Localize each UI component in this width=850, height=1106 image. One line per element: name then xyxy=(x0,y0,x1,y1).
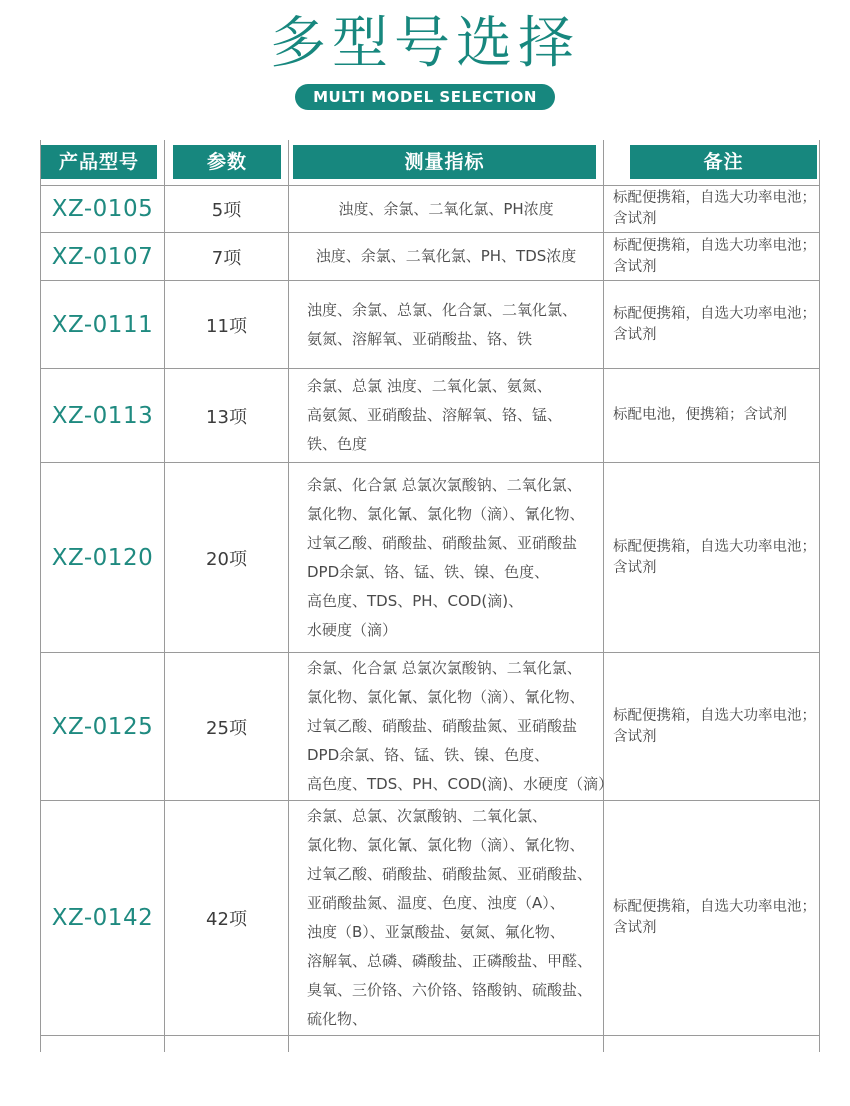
measure-line: 臭氧、三价铬、六价铬、铬酸钠、硫酸盐、 xyxy=(307,981,593,999)
measure-cell xyxy=(289,369,604,462)
measure-line: 铁、色度 xyxy=(307,435,368,453)
measure-line: 高色度、TDS、PH、COD(滴)、 xyxy=(307,591,524,610)
measure-line: 余氯、总氯、次氯酸钠、二氧化氯、 xyxy=(307,807,548,825)
measure-line: 氯化物、氯化氰、氯化物（滴）、氰化物、 xyxy=(307,688,585,706)
measure-line: 氯化物、氯化氰、氯化物（滴）、氰化物、 xyxy=(307,504,585,523)
header-label-params: 参数 xyxy=(173,145,281,179)
measure-cell xyxy=(289,233,604,280)
table-body xyxy=(40,185,820,1035)
measure-line: DPD余氯、铬、锰、铁、镍、色度、 xyxy=(307,562,550,581)
table-row xyxy=(40,368,820,462)
page-title: 多型号选择 xyxy=(270,11,580,76)
measure-line: 氯化物、氯化氰、氯化物（滴）、氰化物、 xyxy=(307,836,585,854)
remark-cell: 标配便携箱，自选大功率电池；含试剂 xyxy=(613,237,816,275)
table-row xyxy=(40,800,820,1035)
measure-line: 亚硝酸盐氮、温度、色度、浊度（A）、 xyxy=(307,894,565,912)
model-cell: XZ-0113 xyxy=(41,369,165,462)
model-cell: XZ-0120 xyxy=(41,463,165,652)
measure-cell xyxy=(289,1036,604,1052)
measure-line: 高色度、TDS、PH、COD(滴)、水硬度（滴） xyxy=(307,775,614,793)
measure-line: DPD余氯、铬、锰、铁、镍、色度、 xyxy=(307,746,550,764)
remark-cell: 标配便携箱，自选大功率电池；含试剂 xyxy=(613,538,816,576)
measure-line: 过氧乙酸、硝酸盐、硝酸盐氮、亚硝酸盐 xyxy=(307,533,578,552)
measure-line: 高氨氮、亚硝酸盐、溶解氧、铬、锰、 xyxy=(307,406,563,424)
params-cell: 25项 xyxy=(165,653,289,800)
header-cell-measure xyxy=(289,140,604,185)
measure-cell xyxy=(289,653,614,800)
header-label-measure: 测量指标 xyxy=(293,145,596,179)
table-row xyxy=(40,280,820,368)
table-row-empty xyxy=(40,1035,820,1052)
subtitle-pill: MULTI MODEL SELECTION xyxy=(295,84,555,110)
measure-line: 溶解氧、总磷、磷酸盐、正磷酸盐、甲醛、 xyxy=(307,952,593,970)
measure-cell xyxy=(289,186,604,232)
measure-line: 硫化物、 xyxy=(307,1010,368,1028)
models-table xyxy=(40,140,820,1052)
table-row xyxy=(40,185,820,232)
model-cell: XZ-0125 xyxy=(41,653,165,800)
model-cell: XZ-0107 xyxy=(41,233,165,280)
measure-line: 余氯、化合氯 总氯次氯酸钠、二氧化氯、 xyxy=(307,659,582,677)
params-cell: 42项 xyxy=(165,801,289,1035)
remark-cell: 标配便携箱，自选大功率电池；含试剂 xyxy=(613,707,816,745)
header-label-product-model: 产品型号 xyxy=(41,145,157,179)
table-row xyxy=(40,652,820,800)
params-cell: 20项 xyxy=(165,463,289,652)
measure-cell xyxy=(289,463,604,652)
header-cell-remark xyxy=(604,140,819,185)
params-cell: 11项 xyxy=(165,281,289,368)
header-cell-params xyxy=(165,140,289,185)
measure-line: 余氯、化合氯 总氯次氯酸钠、二氧化氯、 xyxy=(307,475,582,494)
model-cell xyxy=(41,1036,165,1052)
header-cell-product-model xyxy=(41,140,165,185)
measure-line: 浊度（B）、亚氯酸盐、氨氮、氟化物、 xyxy=(307,923,565,941)
measure-line: 水硬度（滴） xyxy=(307,620,398,639)
remark-cell: 标配便携箱，自选大功率电池；含试剂 xyxy=(613,899,816,936)
table-header-row xyxy=(40,140,820,185)
measure-cell xyxy=(289,281,604,368)
measure-line: 过氧乙酸、硝酸盐、硝酸盐氮、亚硝酸盐 xyxy=(307,717,578,735)
measure-cell xyxy=(289,801,604,1035)
params-cell: 13项 xyxy=(165,369,289,462)
params-cell: 5项 xyxy=(165,186,289,232)
remark-cell xyxy=(604,1036,819,1052)
measure-line: 过氧乙酸、硝酸盐、硝酸盐氮、亚硝酸盐、 xyxy=(307,865,593,883)
measure-line: 浊度、余氯、二氧化氯、PH浓度 xyxy=(338,199,554,218)
model-cell: XZ-0142 xyxy=(41,801,165,1035)
title-block xyxy=(0,8,850,110)
measure-line: 浊度、余氯、二氧化氯、PH、TDS浓度 xyxy=(315,247,577,265)
measure-line: 氨氮、溶解氧、亚硝酸盐、铬、铁 xyxy=(307,329,533,348)
params-cell: 7项 xyxy=(165,233,289,280)
model-cell: XZ-0105 xyxy=(41,186,165,232)
model-cell: XZ-0111 xyxy=(41,281,165,368)
measure-line: 浊度、余氯、总氯、化合氯、二氧化氯、 xyxy=(307,300,578,319)
remark-cell: 标配便携箱，自选大功率电池；含试剂 xyxy=(613,305,816,343)
table-row xyxy=(40,462,820,652)
measure-line: 余氯、总氯 浊度、二氧化氯、氨氮、 xyxy=(307,377,552,395)
params-cell xyxy=(165,1036,289,1052)
remark-cell: 标配便携箱，自选大功率电池；含试剂 xyxy=(613,190,816,227)
header-label-remark: 备注 xyxy=(630,145,817,179)
remark-cell: 标配电池，便携箱；含试剂 xyxy=(613,407,787,423)
table-row xyxy=(40,232,820,280)
